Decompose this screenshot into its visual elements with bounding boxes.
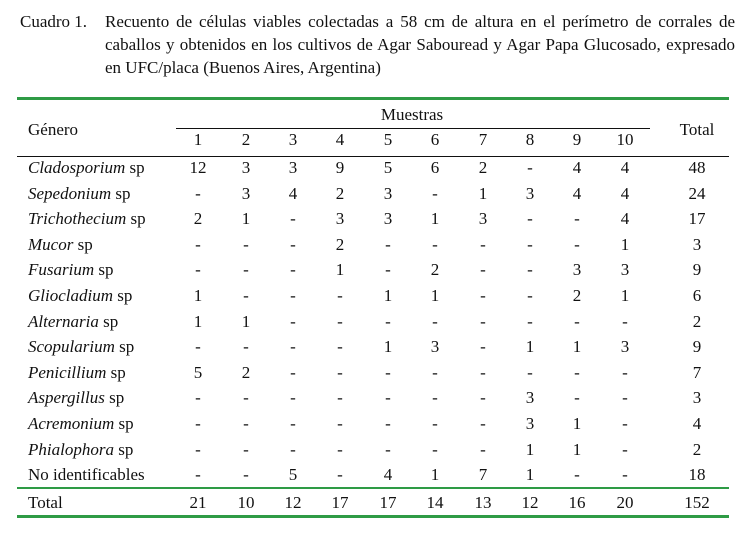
table-cell: - [385, 363, 391, 382]
table-cell: 1 [430, 209, 440, 228]
genus-suffix: sp [73, 235, 93, 254]
table-cell: - [622, 388, 628, 407]
table-cell: 4 [383, 465, 393, 484]
genus-label [28, 388, 124, 408]
total-cell: 17 [331, 493, 349, 512]
table-cell: - [574, 209, 580, 228]
table-cell: 1 [525, 440, 535, 459]
table-cell: 3 [525, 414, 535, 433]
table-cell: 1 [525, 337, 535, 356]
table-cell: 7 [478, 465, 488, 484]
table-cell: - [195, 388, 201, 407]
genus-suffix: sp [94, 260, 114, 279]
total-cell: 12 [284, 493, 302, 512]
genus-label [28, 440, 133, 460]
row-total: 3 [692, 235, 702, 254]
column-header: 1 [193, 130, 203, 149]
column-header: 3 [288, 130, 298, 149]
table-cell: - [337, 465, 343, 484]
table-cell: - [290, 414, 296, 433]
table-cell: - [337, 363, 343, 382]
table-cell: - [385, 414, 391, 433]
table-cell: 6 [430, 158, 440, 177]
genus-name: Trichothecium [28, 209, 127, 228]
table-cell: - [195, 414, 201, 433]
table-cell: - [574, 465, 580, 484]
genus-label [28, 209, 146, 229]
table-cell: - [385, 260, 391, 279]
table-cell: - [290, 260, 296, 279]
genus-suffix: sp [111, 184, 131, 203]
table-cell: - [480, 440, 486, 459]
table-cell: 2 [193, 209, 203, 228]
table-cell: - [622, 312, 628, 331]
table-cell: - [432, 440, 438, 459]
table-caption [20, 10, 735, 79]
caption-number: Cuadro 1. [20, 12, 88, 31]
genus-label [28, 184, 130, 204]
samples-underline [176, 128, 650, 129]
table-cell: - [290, 286, 296, 305]
row-total: 2 [692, 312, 702, 331]
table-cell: - [195, 337, 201, 356]
table-cell: - [527, 158, 533, 177]
row-total: 2 [692, 440, 702, 459]
table-cell: 1 [335, 260, 345, 279]
table-cell: - [195, 184, 201, 203]
table-cell: - [480, 388, 486, 407]
table-cell: 3 [572, 260, 582, 279]
table-cell: 4 [572, 158, 582, 177]
table-cell: 1 [383, 337, 393, 356]
genus-suffix: sp [114, 337, 135, 356]
table-cell: 1 [430, 286, 440, 305]
table-cell: 5 [193, 363, 203, 382]
table-cell: - [337, 312, 343, 331]
genus-label [28, 465, 145, 485]
table-cell: - [385, 388, 391, 407]
row-total: 4 [692, 414, 702, 433]
genus-suffix: sp [113, 440, 134, 459]
table-cell: 3 [478, 209, 488, 228]
total-cell: 16 [568, 493, 586, 512]
table-cell: 1 [430, 465, 440, 484]
genus-suffix: sp [104, 388, 125, 407]
table-cell: 4 [620, 184, 630, 203]
table-cell: - [243, 260, 249, 279]
table-cell: - [527, 209, 533, 228]
table-cell: 1 [572, 337, 582, 356]
table-cell: - [243, 337, 249, 356]
header-bottom-rule [17, 156, 729, 157]
table-cell: - [337, 388, 343, 407]
total-row-label: Total [28, 493, 63, 512]
row-total: 48 [688, 158, 706, 177]
table-cell: - [480, 286, 486, 305]
top-rule [17, 97, 729, 100]
genus-name: Gliocladium [28, 286, 113, 305]
genus-label [28, 286, 132, 306]
table-cell: 1 [572, 440, 582, 459]
table-cell: 2 [430, 260, 440, 279]
table-cell: 2 [335, 184, 345, 203]
column-header: 8 [525, 130, 535, 149]
table-cell: 2 [572, 286, 582, 305]
table-cell: - [243, 465, 249, 484]
row-total: 9 [692, 260, 702, 279]
column-header: 4 [335, 130, 345, 149]
total-cell: 14 [426, 493, 444, 512]
table-cell: - [432, 184, 438, 203]
table-cell: 3 [241, 184, 251, 203]
genus-name: Acremonium [28, 414, 115, 433]
table-cell: 3 [241, 158, 251, 177]
genus-name: Mucor [28, 235, 74, 254]
genus-label [28, 260, 114, 280]
table-cell: - [337, 414, 343, 433]
table-cell: - [574, 235, 580, 254]
table-cell: - [385, 312, 391, 331]
genus-suffix: No identificables [28, 465, 145, 484]
genus-suffix: sp [113, 286, 133, 305]
column-header: 9 [572, 130, 582, 149]
genus-name: Alternaria [28, 312, 99, 331]
genus-suffix: sp [106, 363, 126, 382]
caption-text: Recuento de células viables colectadas a 58 cm de altura en el perímetro de corrales de caballos y obtenidos en los cultivos de Agar Sabouread y Agar Papa Glucosado, expresado en UFC/placa (Buenos Aires, Argentina) [105, 12, 735, 77]
column-header: 7 [478, 130, 488, 149]
genus-suffix: sp [114, 414, 134, 433]
genus-name: Aspergillus [28, 388, 105, 407]
row-total: 17 [688, 209, 706, 228]
table-cell: 3 [525, 388, 535, 407]
genus-label [28, 414, 134, 434]
genus-name: Penicillium [28, 363, 107, 382]
table-cell: - [527, 286, 533, 305]
table-cell: - [195, 235, 201, 254]
genus-label [28, 158, 145, 178]
genus-name: Sepedonium [28, 184, 112, 203]
table-cell: 3 [430, 337, 440, 356]
table-cell: - [622, 363, 628, 382]
row-total: 24 [688, 184, 706, 203]
table-cell: 2 [241, 363, 251, 382]
table-cell: 12 [189, 158, 207, 177]
table-cell: 2 [335, 235, 345, 254]
table-cell: 3 [620, 260, 630, 279]
total-cell: 21 [189, 493, 207, 512]
genus-label [28, 363, 126, 383]
table-cell: - [527, 235, 533, 254]
table-cell: - [290, 337, 296, 356]
table-cell: - [480, 337, 486, 356]
table-cell: - [195, 440, 201, 459]
table-cell: 3 [383, 184, 393, 203]
table-cell: - [432, 363, 438, 382]
table-cell: - [337, 337, 343, 356]
table-cell: - [243, 414, 249, 433]
table-cell: - [574, 388, 580, 407]
genus-name: Cladosporium [28, 158, 126, 177]
table-cell: 5 [383, 158, 393, 177]
table-cell: - [243, 235, 249, 254]
table-cell: 1 [620, 235, 630, 254]
table-cell: - [622, 465, 628, 484]
row-total: 6 [692, 286, 702, 305]
table-cell: - [480, 363, 486, 382]
table-cell: - [243, 440, 249, 459]
row-total: 3 [692, 388, 702, 407]
table-cell: - [385, 440, 391, 459]
table-cell: 2 [478, 158, 488, 177]
table-cell: - [480, 235, 486, 254]
table-cell: 4 [572, 184, 582, 203]
table-cell: 1 [620, 286, 630, 305]
table-cell: - [622, 414, 628, 433]
table-cell: 3 [525, 184, 535, 203]
table-cell: - [480, 312, 486, 331]
table-cell: 3 [383, 209, 393, 228]
table-cell: 1 [241, 209, 251, 228]
genus-name: Phialophora [28, 440, 114, 459]
table-cell: - [337, 440, 343, 459]
row-total: 18 [688, 465, 706, 484]
table-cell: 1 [193, 312, 203, 331]
column-header: 10 [616, 130, 634, 149]
table-cell: - [290, 388, 296, 407]
table-cell: - [574, 312, 580, 331]
table-cell: - [243, 388, 249, 407]
total-cell: 12 [521, 493, 539, 512]
genus-name: Scopularium [28, 337, 115, 356]
table-cell: 3 [288, 158, 298, 177]
table-cell: - [290, 235, 296, 254]
genus-suffix: sp [126, 209, 146, 228]
table-cell: - [527, 260, 533, 279]
table-cell: - [432, 388, 438, 407]
header-total: Total [679, 120, 715, 139]
table-cell: 1 [572, 414, 582, 433]
column-header: 5 [383, 130, 393, 149]
genus-label [28, 312, 118, 332]
table-cell: - [574, 363, 580, 382]
table-cell: - [480, 260, 486, 279]
header-genus: Género [28, 120, 79, 139]
table-cell: 4 [620, 158, 630, 177]
table-cell: 5 [288, 465, 298, 484]
total-cell: 20 [616, 493, 634, 512]
row-total: 9 [692, 337, 702, 356]
table-cell: 4 [288, 184, 298, 203]
total-cell: 10 [237, 493, 255, 512]
table-cell: - [337, 286, 343, 305]
genus-label [28, 337, 134, 357]
table-cell: 1 [193, 286, 203, 305]
table-cell: - [432, 312, 438, 331]
table-cell: 1 [478, 184, 488, 203]
table-cell: 1 [241, 312, 251, 331]
table-cell: 3 [620, 337, 630, 356]
table-cell: 1 [383, 286, 393, 305]
row-total: 7 [692, 363, 702, 382]
grand-total: 152 [684, 493, 710, 512]
table-cell: 3 [335, 209, 345, 228]
table-cell: 9 [335, 158, 345, 177]
table-cell: - [243, 286, 249, 305]
total-cell: 17 [379, 493, 397, 512]
genus-name: Fusarium [28, 260, 95, 279]
table-cell: 1 [525, 465, 535, 484]
genus-suffix: sp [98, 312, 119, 331]
column-header: 6 [430, 130, 440, 149]
table-cell: - [195, 465, 201, 484]
genus-suffix: sp [125, 158, 145, 177]
table-cell: - [527, 363, 533, 382]
table-cell: - [432, 235, 438, 254]
total-cell: 13 [474, 493, 492, 512]
header-samples: Muestras [380, 105, 444, 124]
bottom-rule [17, 515, 729, 518]
table-cell: - [290, 312, 296, 331]
table-cell: - [195, 260, 201, 279]
table-cell: 4 [620, 209, 630, 228]
genus-label [28, 235, 93, 255]
table-cell: - [480, 414, 486, 433]
table-cell: - [290, 363, 296, 382]
table-cell: - [527, 312, 533, 331]
column-header: 2 [241, 130, 251, 149]
table-cell: - [290, 440, 296, 459]
total-separator-rule [17, 487, 729, 489]
table-cell: - [290, 209, 296, 228]
table-cell: - [622, 440, 628, 459]
table-cell: - [385, 235, 391, 254]
table-cell: - [432, 414, 438, 433]
